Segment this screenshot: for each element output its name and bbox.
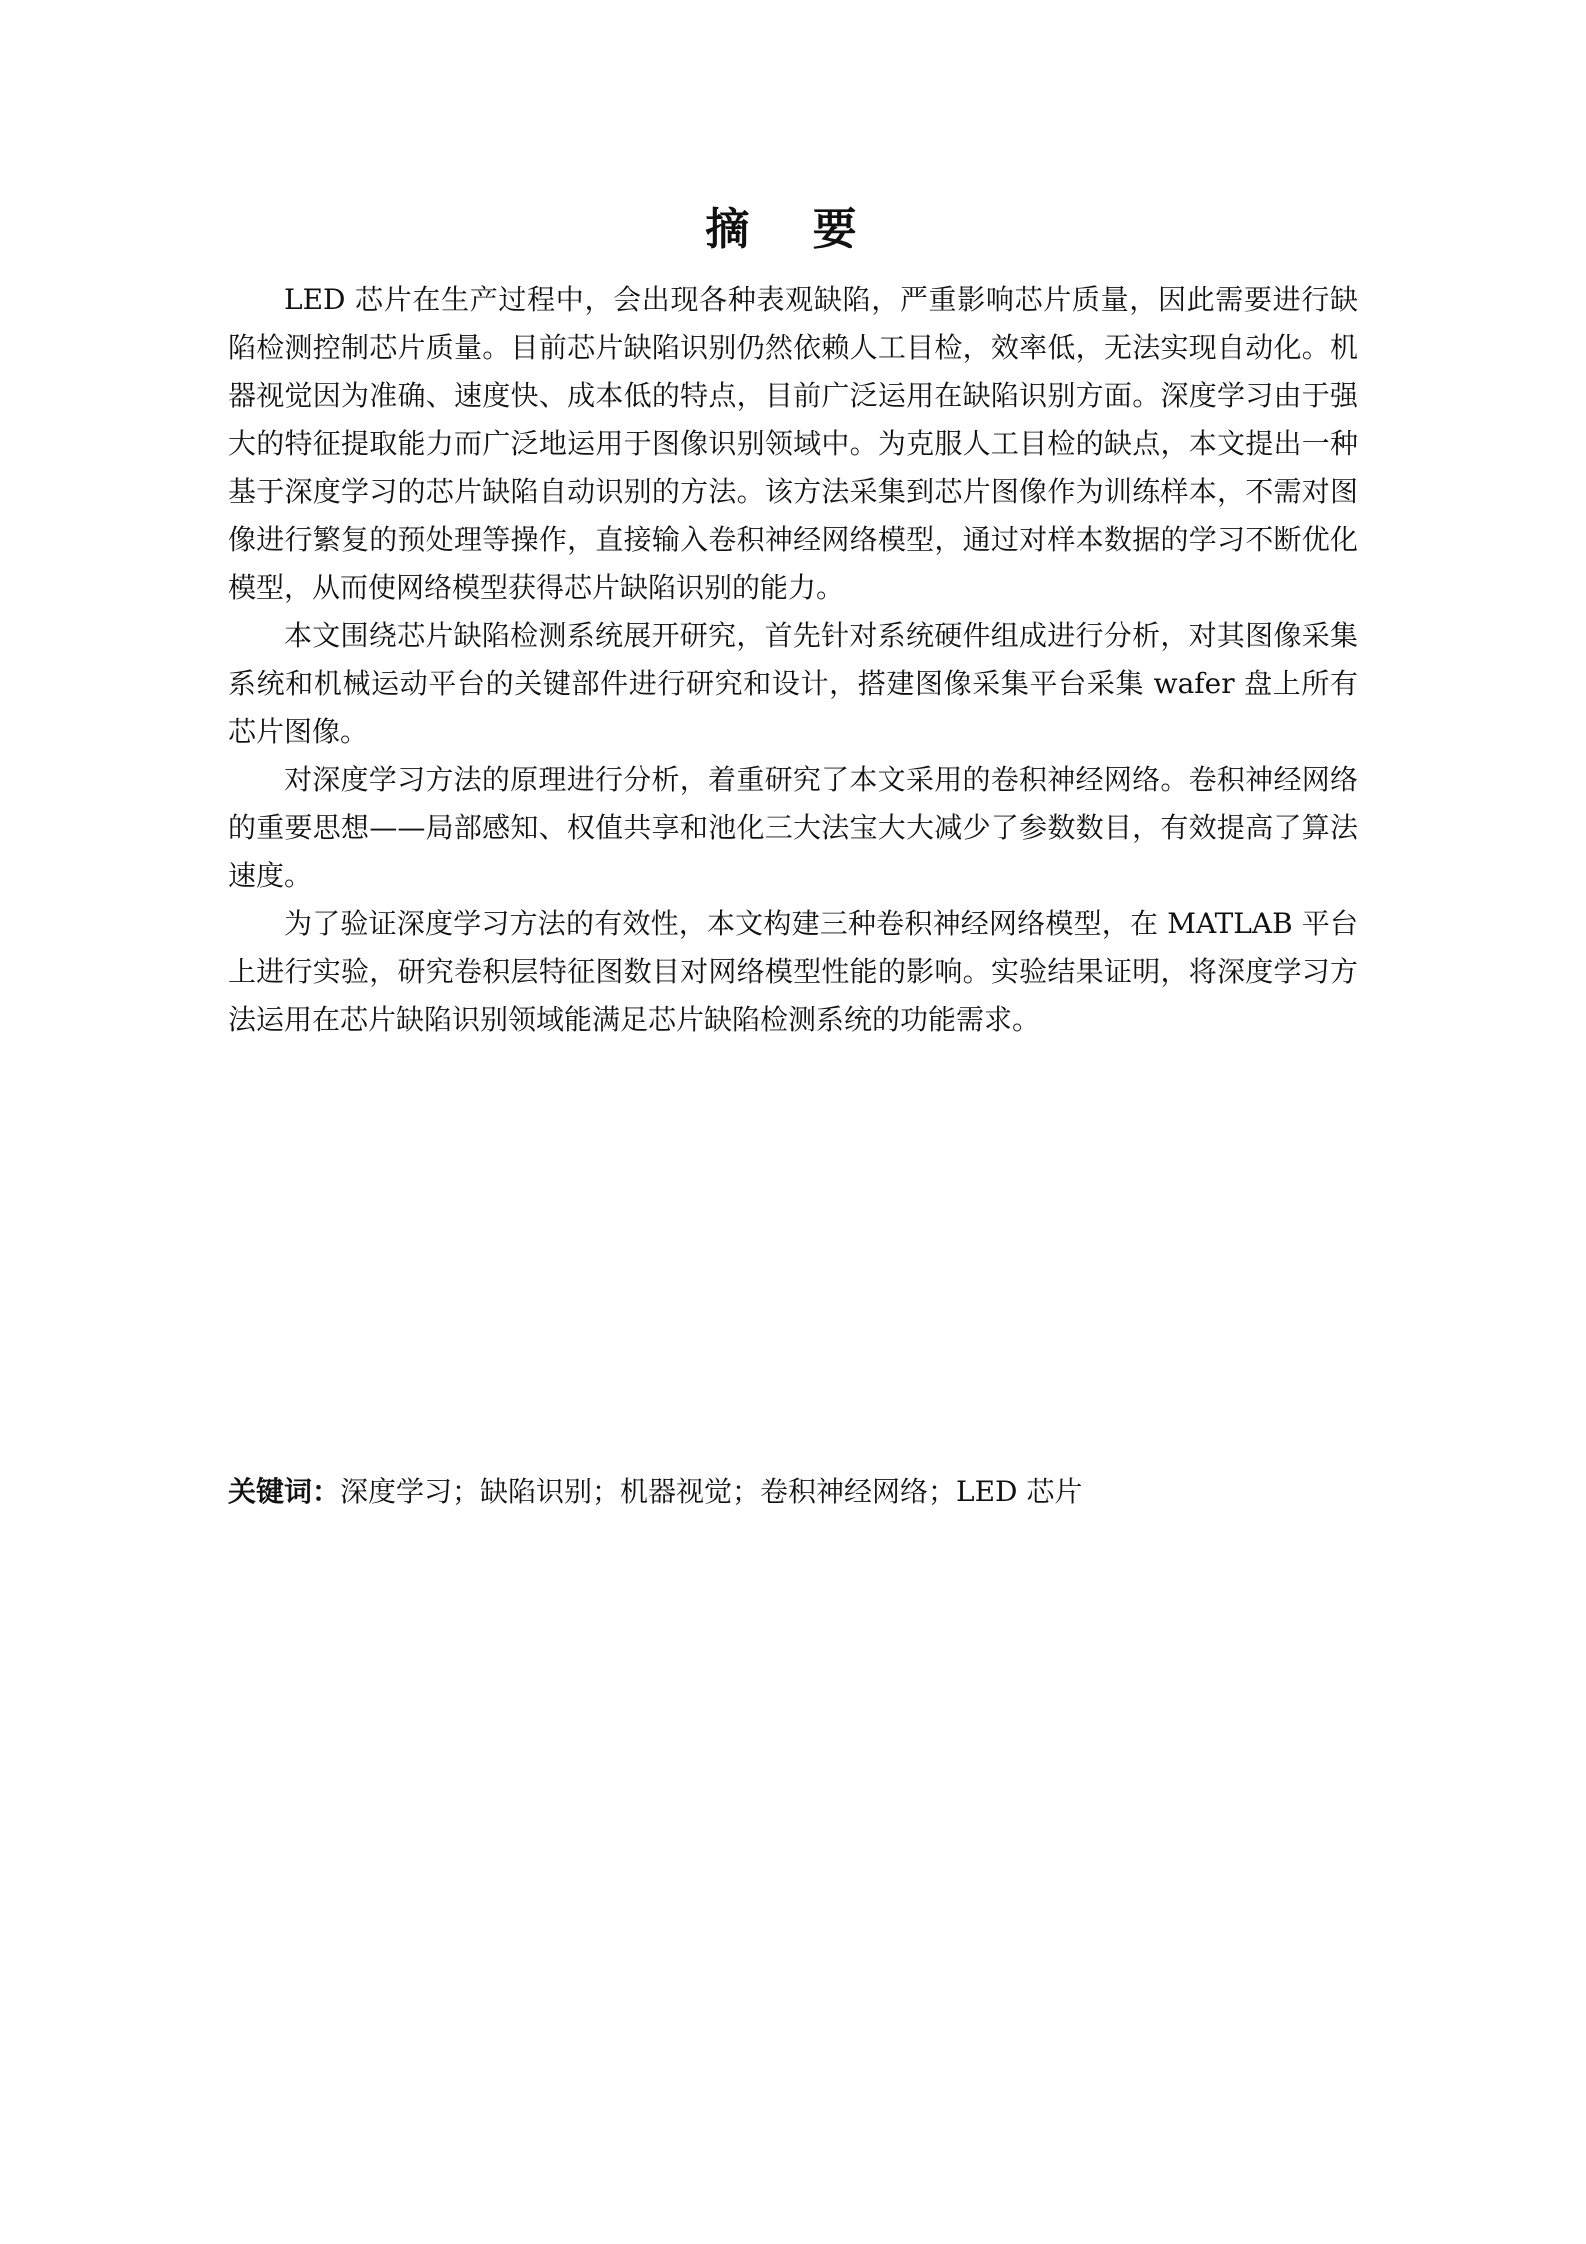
abstract-paragraph-2: 本文围绕芯片缺陷检测系统展开研究，首先针对系统硬件组成进行分析，对其图像采集系统和机械运动平台的关键部件进行研究和设计，搭建图像采集平台采集 wafer 盘上所有芯片图像。: [228, 619, 1358, 748]
keywords-line: [228, 1468, 1358, 1516]
abstract-paragraph-1: LED 芯片在生产过程中，会出现各种表观缺陷，严重影响芯片质量，因此需要进行缺陷检测控制芯片质量。目前芯片缺陷识别仍然依赖人工目检，效率低，无法实现自动化。机器视觉因为准确、速度快、成本低的特点，目前广泛运用在缺陷识别方面。深度学习由于强大的特征提取能力而广泛地运用于图像识别领域中。为克服人工目检的缺点，本文提出一种基于深度学习的芯片缺陷自动识别的方法。该方法采集到芯片图像作为训练样本，不需对图像进行繁复的预处理等操作，直接输入卷积神经网络模型，通过对样本数据的学习不断优化模型，从而使网络模型获得芯片缺陷识别的能力。: [228, 283, 1358, 604]
keywords-text: 深度学习；缺陷识别；机器视觉；卷积神经网络；LED 芯片: [340, 1475, 1083, 1508]
abstract-paragraph-4: 为了验证深度学习方法的有效性，本文构建三种卷积神经网络模型，在 MATLAB 平台上进行实验，研究卷积层特征图数目对网络模型性能的影响。实验结果证明，将深度学习方法运用在芯片缺陷识别领域能满足芯片缺陷检测系统的功能需求。: [228, 907, 1358, 1036]
abstract-title: 摘 要: [705, 204, 881, 255]
abstract-body: [228, 276, 1358, 1044]
abstract-paragraph-3: 对深度学习方法的原理进行分析，着重研究了本文采用的卷积神经网络。卷积神经网络的重要思想——局部感知、权值共享和池化三大法宝大大减少了参数数目，有效提高了算法速度。: [228, 763, 1358, 892]
keywords-label: 关键词：: [228, 1475, 341, 1508]
